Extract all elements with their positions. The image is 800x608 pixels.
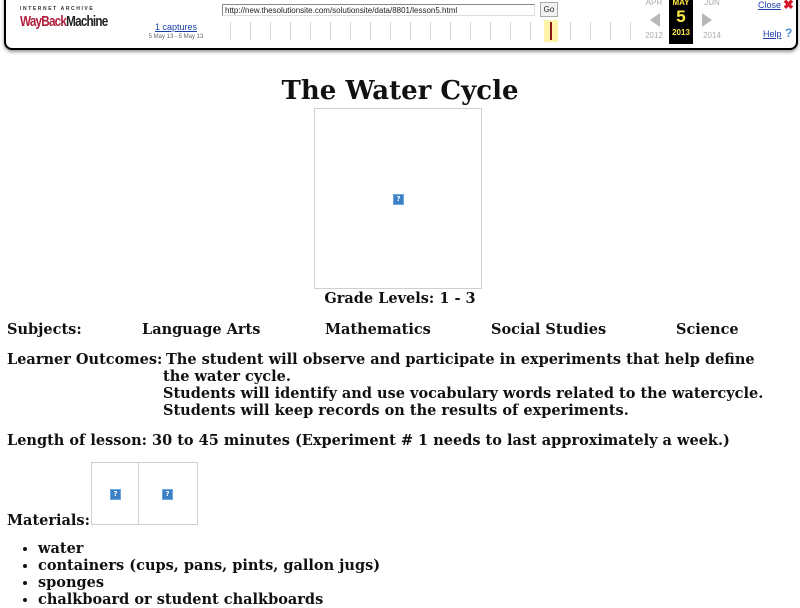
materials-image-placeholder <box>91 462 139 525</box>
timeline-capture-marker[interactable] <box>550 22 552 40</box>
current-month-label: MAY <box>672 0 690 7</box>
broken-image-icon: ? <box>110 489 121 500</box>
wayback-toolbar <box>4 0 798 50</box>
timeline-tick <box>370 22 371 40</box>
timeline-tick <box>410 22 411 40</box>
capture-timeline[interactable] <box>222 20 642 42</box>
timeline-tick <box>250 22 251 40</box>
calendar-navigator <box>640 0 730 44</box>
close-icon[interactable]: ✖ <box>783 0 794 12</box>
list-item: • chalkboard or student chalkboards <box>38 591 380 608</box>
timeline-tick <box>530 22 531 40</box>
learner-outcomes-label: Learner Outcomes: <box>7 351 163 368</box>
next-month-label: JUN <box>704 0 720 7</box>
go-button[interactable]: Go <box>540 2 558 17</box>
help-icon[interactable]: ? <box>785 26 793 40</box>
logo-way: WayBack <box>20 13 67 30</box>
list-item: • containers (cups, pans, pints, gallon jugs) <box>38 557 380 574</box>
logo-machine: Machine <box>66 13 108 30</box>
subjects-label: Subjects: <box>7 321 82 338</box>
timeline-tick <box>490 22 491 40</box>
materials-label: Materials: <box>7 512 90 529</box>
main-image-placeholder <box>314 108 482 289</box>
timeline-tick <box>390 22 391 40</box>
wayback-logo[interactable] <box>20 6 112 36</box>
captures-range: 5 May 13 - 5 May 13 <box>148 34 204 40</box>
length-value: 30 to 45 minutes (Experiment # 1 needs to last approximately a week.) <box>152 432 730 449</box>
materials-image-placeholder <box>138 462 198 525</box>
timeline-tick <box>610 22 611 40</box>
prev-year-label[interactable]: 2012 <box>645 31 663 40</box>
timeline-tick <box>290 22 291 40</box>
captures-link[interactable]: 1 captures <box>154 22 198 32</box>
timeline-tick <box>470 22 471 40</box>
timeline-tick <box>310 22 311 40</box>
list-item: • sponges <box>38 574 380 591</box>
list-item: • water <box>38 540 380 557</box>
materials-list <box>18 540 380 608</box>
next-year-label[interactable]: 2014 <box>703 31 721 40</box>
help-link[interactable]: Help <box>763 29 782 39</box>
prev-month-label: APR <box>645 0 663 7</box>
current-year-label: 2013 <box>672 28 690 37</box>
timeline-tick <box>230 22 231 40</box>
learner-outcome-line: The student will observe and participate in experiments that help define <box>166 351 755 368</box>
learner-outcome-line: Students will keep records on the results of experiments. <box>163 402 629 419</box>
timeline-tick <box>450 22 451 40</box>
timeline-tick <box>330 22 331 40</box>
timeline-tick <box>510 22 511 40</box>
logo-wayback-machine-text <box>20 13 108 30</box>
subject-language-arts: Language Arts <box>142 321 261 338</box>
timeline-tick <box>630 22 631 40</box>
url-input[interactable]: http://new.thesolutionsite.com/solutionsite/data/8801/lesson5.html <box>222 4 535 16</box>
timeline-tick <box>570 22 571 40</box>
current-date-box <box>669 0 693 44</box>
timeline-tick <box>430 22 431 40</box>
captures-info <box>140 22 212 40</box>
current-day-label: 5 <box>676 7 686 26</box>
logo-internet-archive-text: INTERNET ARCHIVE <box>20 6 95 12</box>
subject-science: Science <box>676 321 739 338</box>
prev-arrow-icon[interactable] <box>650 13 660 27</box>
timeline-tick <box>350 22 351 40</box>
page-title: The Water Cycle <box>281 76 519 106</box>
broken-image-icon: ? <box>393 194 404 205</box>
length-label: Length of lesson: <box>7 432 147 449</box>
learner-outcome-line: the water cycle. <box>163 368 291 385</box>
next-arrow-icon[interactable] <box>702 13 712 27</box>
grade-levels: Grade Levels: 1 - 3 <box>324 290 476 307</box>
broken-image-icon: ? <box>162 489 173 500</box>
timeline-tick <box>590 22 591 40</box>
close-link[interactable]: Close <box>758 0 782 10</box>
timeline-tick <box>270 22 271 40</box>
learner-outcome-line: Students will identify and use vocabulary words related to the watercycle. <box>163 385 764 402</box>
subject-social-studies: Social Studies <box>491 321 607 338</box>
subject-mathematics: Mathematics <box>325 321 431 338</box>
